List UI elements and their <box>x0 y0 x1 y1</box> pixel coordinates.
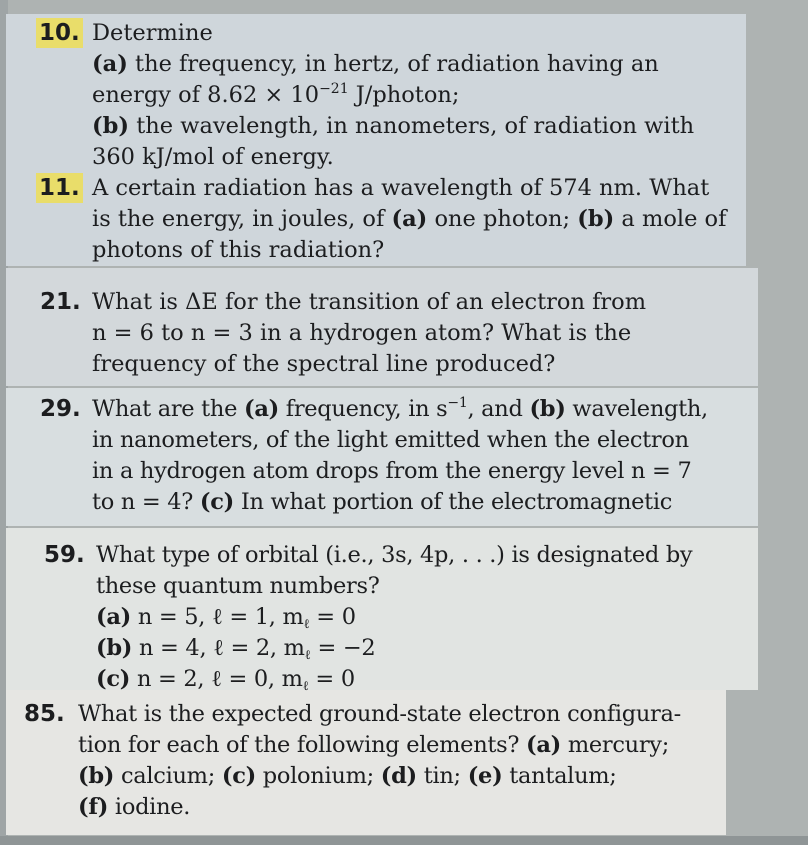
problem-number-85: 85. <box>24 701 65 727</box>
problem-29-text <box>92 394 708 518</box>
problem-11-line1: A certain radiation has a wavelength of 574 nm. What <box>92 175 710 201</box>
problem-21-line1: What is ΔE for the transition of an electron from <box>92 289 647 315</box>
problem-number-11: 11. <box>36 173 83 203</box>
problem-59-part-c: (c) n = 2, ℓ = 0, $m_\ell = 0$ <box>96 666 355 694</box>
problem-10-part-b-line1: (b) the wavelength, in nanometers, of radiation with <box>92 113 695 139</box>
problem-21-line3: frequency of the spectral line produced? <box>92 351 556 377</box>
problem-number-21: 21. <box>40 289 81 315</box>
problem-29-line3: in a hydrogen atom drops from the energy level n = 7 <box>92 458 692 484</box>
problem-11-text <box>92 173 726 266</box>
problem-59-part-a: (a) n = 5, ℓ = 1, $m_\ell = 0$ <box>96 604 356 632</box>
problem-59-line2: these quantum numbers? <box>96 573 380 599</box>
problem-85-line2: tion for each of the following elements? (a) mercury; <box>78 732 669 758</box>
problem-11-line2: is the energy, in joules, of (a) one photon; (b) a mole of <box>92 206 727 232</box>
problem-10-part-a-line2: energy of $8.62 \times 10^{-21}$ J/photon; <box>92 81 460 108</box>
problem-21-text <box>92 287 646 380</box>
problem-29-line1: What are the (a) frequency, in $s^{-1}$, and (b) wavelength, <box>92 395 708 422</box>
problem-85-line3: (b) calcium; (c) polonium; (d) tin; (e) tantalum; <box>78 763 617 789</box>
problem-10-part-a-line1: (a) the frequency, in hertz, of radiation having an <box>92 51 659 77</box>
problem-59-line1: What type of orbital (i.e., 3s, 4p, . . .) is designated by <box>96 542 693 568</box>
problem-29-line4: to n = 4? (c) In what portion of the electromagnetic <box>92 489 673 515</box>
problem-21-line2: n = 6 to n = 3 in a hydrogen atom? What is the <box>92 320 632 346</box>
problem-number-29: 29. <box>40 396 81 422</box>
problem-10-text <box>92 18 694 173</box>
problem-10-part-b-line2: 360 kJ/mol of energy. <box>92 144 334 170</box>
problem-85-line4: (f) iodine. <box>78 794 191 820</box>
problem-10-title: Determine <box>92 20 213 46</box>
problem-85-line1: What is the expected ground-state electron configura- <box>78 701 681 727</box>
problem-number-10: 10. <box>36 18 83 48</box>
problem-59-part-b: (b) n = 4, ℓ = 2, $m_\ell = -2$ <box>96 635 376 663</box>
problem-number-59: 59. <box>44 542 85 568</box>
problem-11-line3: photons of this radiation? <box>92 237 385 263</box>
page-bottom-edge <box>0 836 808 845</box>
problem-29-line2: in nanometers, of the light emitted when the electron <box>92 427 689 453</box>
problem-85-text <box>78 699 681 823</box>
problem-59-text <box>96 540 692 695</box>
